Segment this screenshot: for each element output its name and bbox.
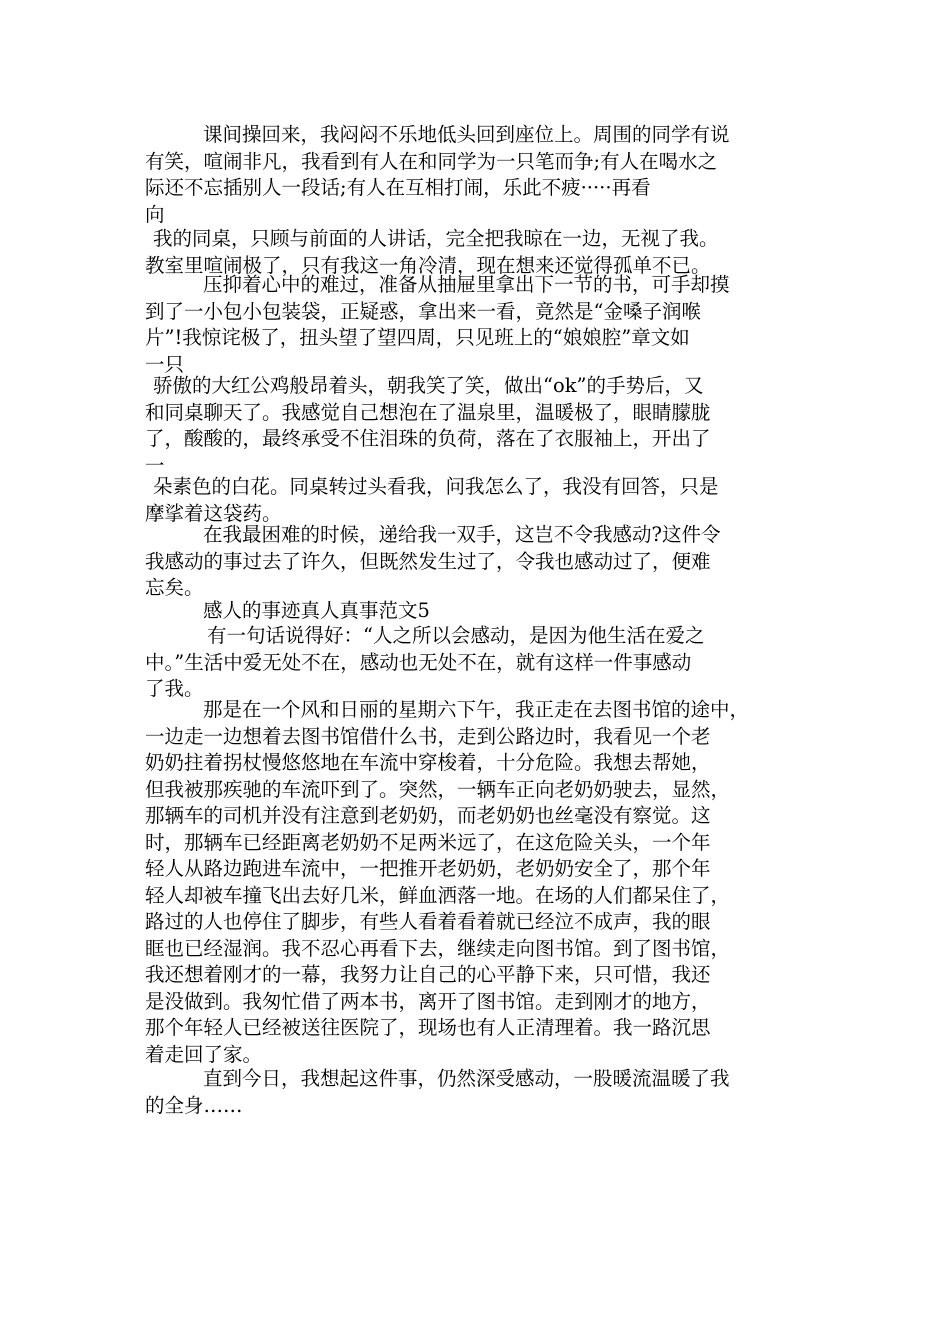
text-line: 那是在一个风和日丽的星期六下午，我正走在去图书馆的途中， — [203, 698, 750, 721]
text-line: 是没做到。我匆忙借了两本书，离开了图书馆。走到刚才的地方， — [145, 989, 711, 1013]
text-line: 朵素色的白花。同桌转过头看我，问我怎么了，我没有回答，只是 — [153, 475, 719, 498]
text-line: 有笑，喧闹非凡，我看到有人在和同学为一只笔而争;有人在喝水之 — [145, 149, 718, 173]
text-line: 路过的人也停住了脚步，有些人看着看着就已经泣不成声，我的眼 — [145, 910, 711, 933]
text-line: 和同桌聊天了。我感觉自己想泡在了温泉里，温暖极了，眼睛朦胧 — [145, 400, 711, 424]
paragraph-9 — [145, 1066, 810, 1119]
text-line: 骄傲的大红公鸡般昂着头，朝我笑了笑，做出“ok”的手势后，又 — [153, 374, 704, 397]
text-line: 片”!我惊诧极了，扭头望了望四周，只见班上的“娘娘腔”章文如 — [145, 326, 690, 349]
paragraph-5 — [145, 474, 810, 527]
text-line: 压抑着心中的难过，准备从抽屉里拿出下一节的书，可手却摸 — [203, 273, 730, 296]
text-line: 奶奶拄着拐杖慢悠悠地在车流中穿梭着，十分危险。我想去帮她， — [145, 751, 711, 774]
text-line: 摩挲着这袋药。 — [145, 501, 282, 525]
text-line: 轻人却被车撞飞出去好几米，鲜血洒落一地。在场的人们都呆住了， — [145, 883, 731, 907]
text-line: 眶也已经湿润。我不忍心再看下去，继续走向图书馆。到了图书馆， — [145, 936, 731, 960]
text-line: 一 — [145, 453, 165, 477]
text-line: 一只 — [145, 352, 185, 376]
text-line: 在我最困难的时候，递给我一双手，这岂不令我感动?这件令 — [203, 523, 721, 546]
paragraph-4 — [145, 373, 810, 479]
paragraph-3 — [145, 272, 810, 378]
text-line: 我还想着刚才的一幕，我努力让自己的心平静下来，只可惜，我还 — [145, 963, 711, 986]
text-line: 我的同桌，只顾与前面的人讲话，完全把我晾在一边，无视了我。 — [153, 227, 719, 250]
text-line: 了，酸酸的，最终承受不住泪珠的负荷，落在了衣服袖上，开出了 — [145, 427, 711, 450]
paragraph-7 — [145, 623, 810, 703]
text-line: 我感动的事过去了许久，但既然发生过了，令我也感动过了，便难 — [145, 549, 711, 573]
text-line: 时，那辆车已经距离老奶奶不足两米远了，在这危险关头，一个年 — [145, 830, 711, 854]
text-line: 向 — [145, 202, 165, 226]
text-line: 有一句话说得好：“人之所以会感动，是因为他生活在爱之 — [207, 624, 705, 647]
paragraph-1 — [145, 122, 810, 228]
text-line: 的全身…… — [145, 1093, 243, 1117]
text-line: 课间操回来，我闷闷不乐地低头回到座位上。周围的同学有说 — [203, 123, 730, 146]
text-line: 忘矣。 — [145, 576, 204, 599]
text-line: 那个年轻人已经被送往医院了，现场也有人正清理着。我一路沉思 — [145, 1016, 711, 1039]
text-line: 直到今日，我想起这件事，仍然深受感动，一股暖流温暖了我 — [203, 1067, 730, 1090]
text-line: 轻人从路边跑进车流中，一把推开老奶奶，老奶奶安全了，那个年 — [145, 857, 711, 880]
text-line: 了我。 — [145, 677, 204, 700]
text-line: 着走回了家。 — [145, 1042, 263, 1066]
text-line: 但我被那疾驰的车流吓到了。突然，一辆车正向老奶奶驶去，显然， — [145, 777, 731, 801]
text-line: 那辆车的司机并没有注意到老奶奶，而老奶奶也丝毫没有察觉。这 — [145, 804, 711, 827]
paragraph-8 — [145, 697, 810, 1068]
section-heading-block — [145, 598, 810, 625]
text-line: 到了一小包小包装袋，正疑惑，拿出来一看，竟然是“金嗓子润喉 — [145, 299, 701, 323]
text-line: 中。”生活中爱无处不在，感动也无处不在，就有这样一件事感动 — [145, 650, 692, 674]
paragraph-6 — [145, 522, 810, 602]
text-line: 教室里喧闹极了，只有我这一角冷清，现在想来还觉得孤单不已。 — [145, 253, 711, 277]
section-heading: 感人的事迹真人真事范文5 — [203, 599, 430, 622]
text-line: 际还不忘插别人一段话;有人在互相打闹，乐此不疲·····再看 — [145, 176, 651, 199]
text-line: 一边走一边想着去图书馆借什么书，走到公路边时，我看见一个老 — [145, 724, 711, 748]
